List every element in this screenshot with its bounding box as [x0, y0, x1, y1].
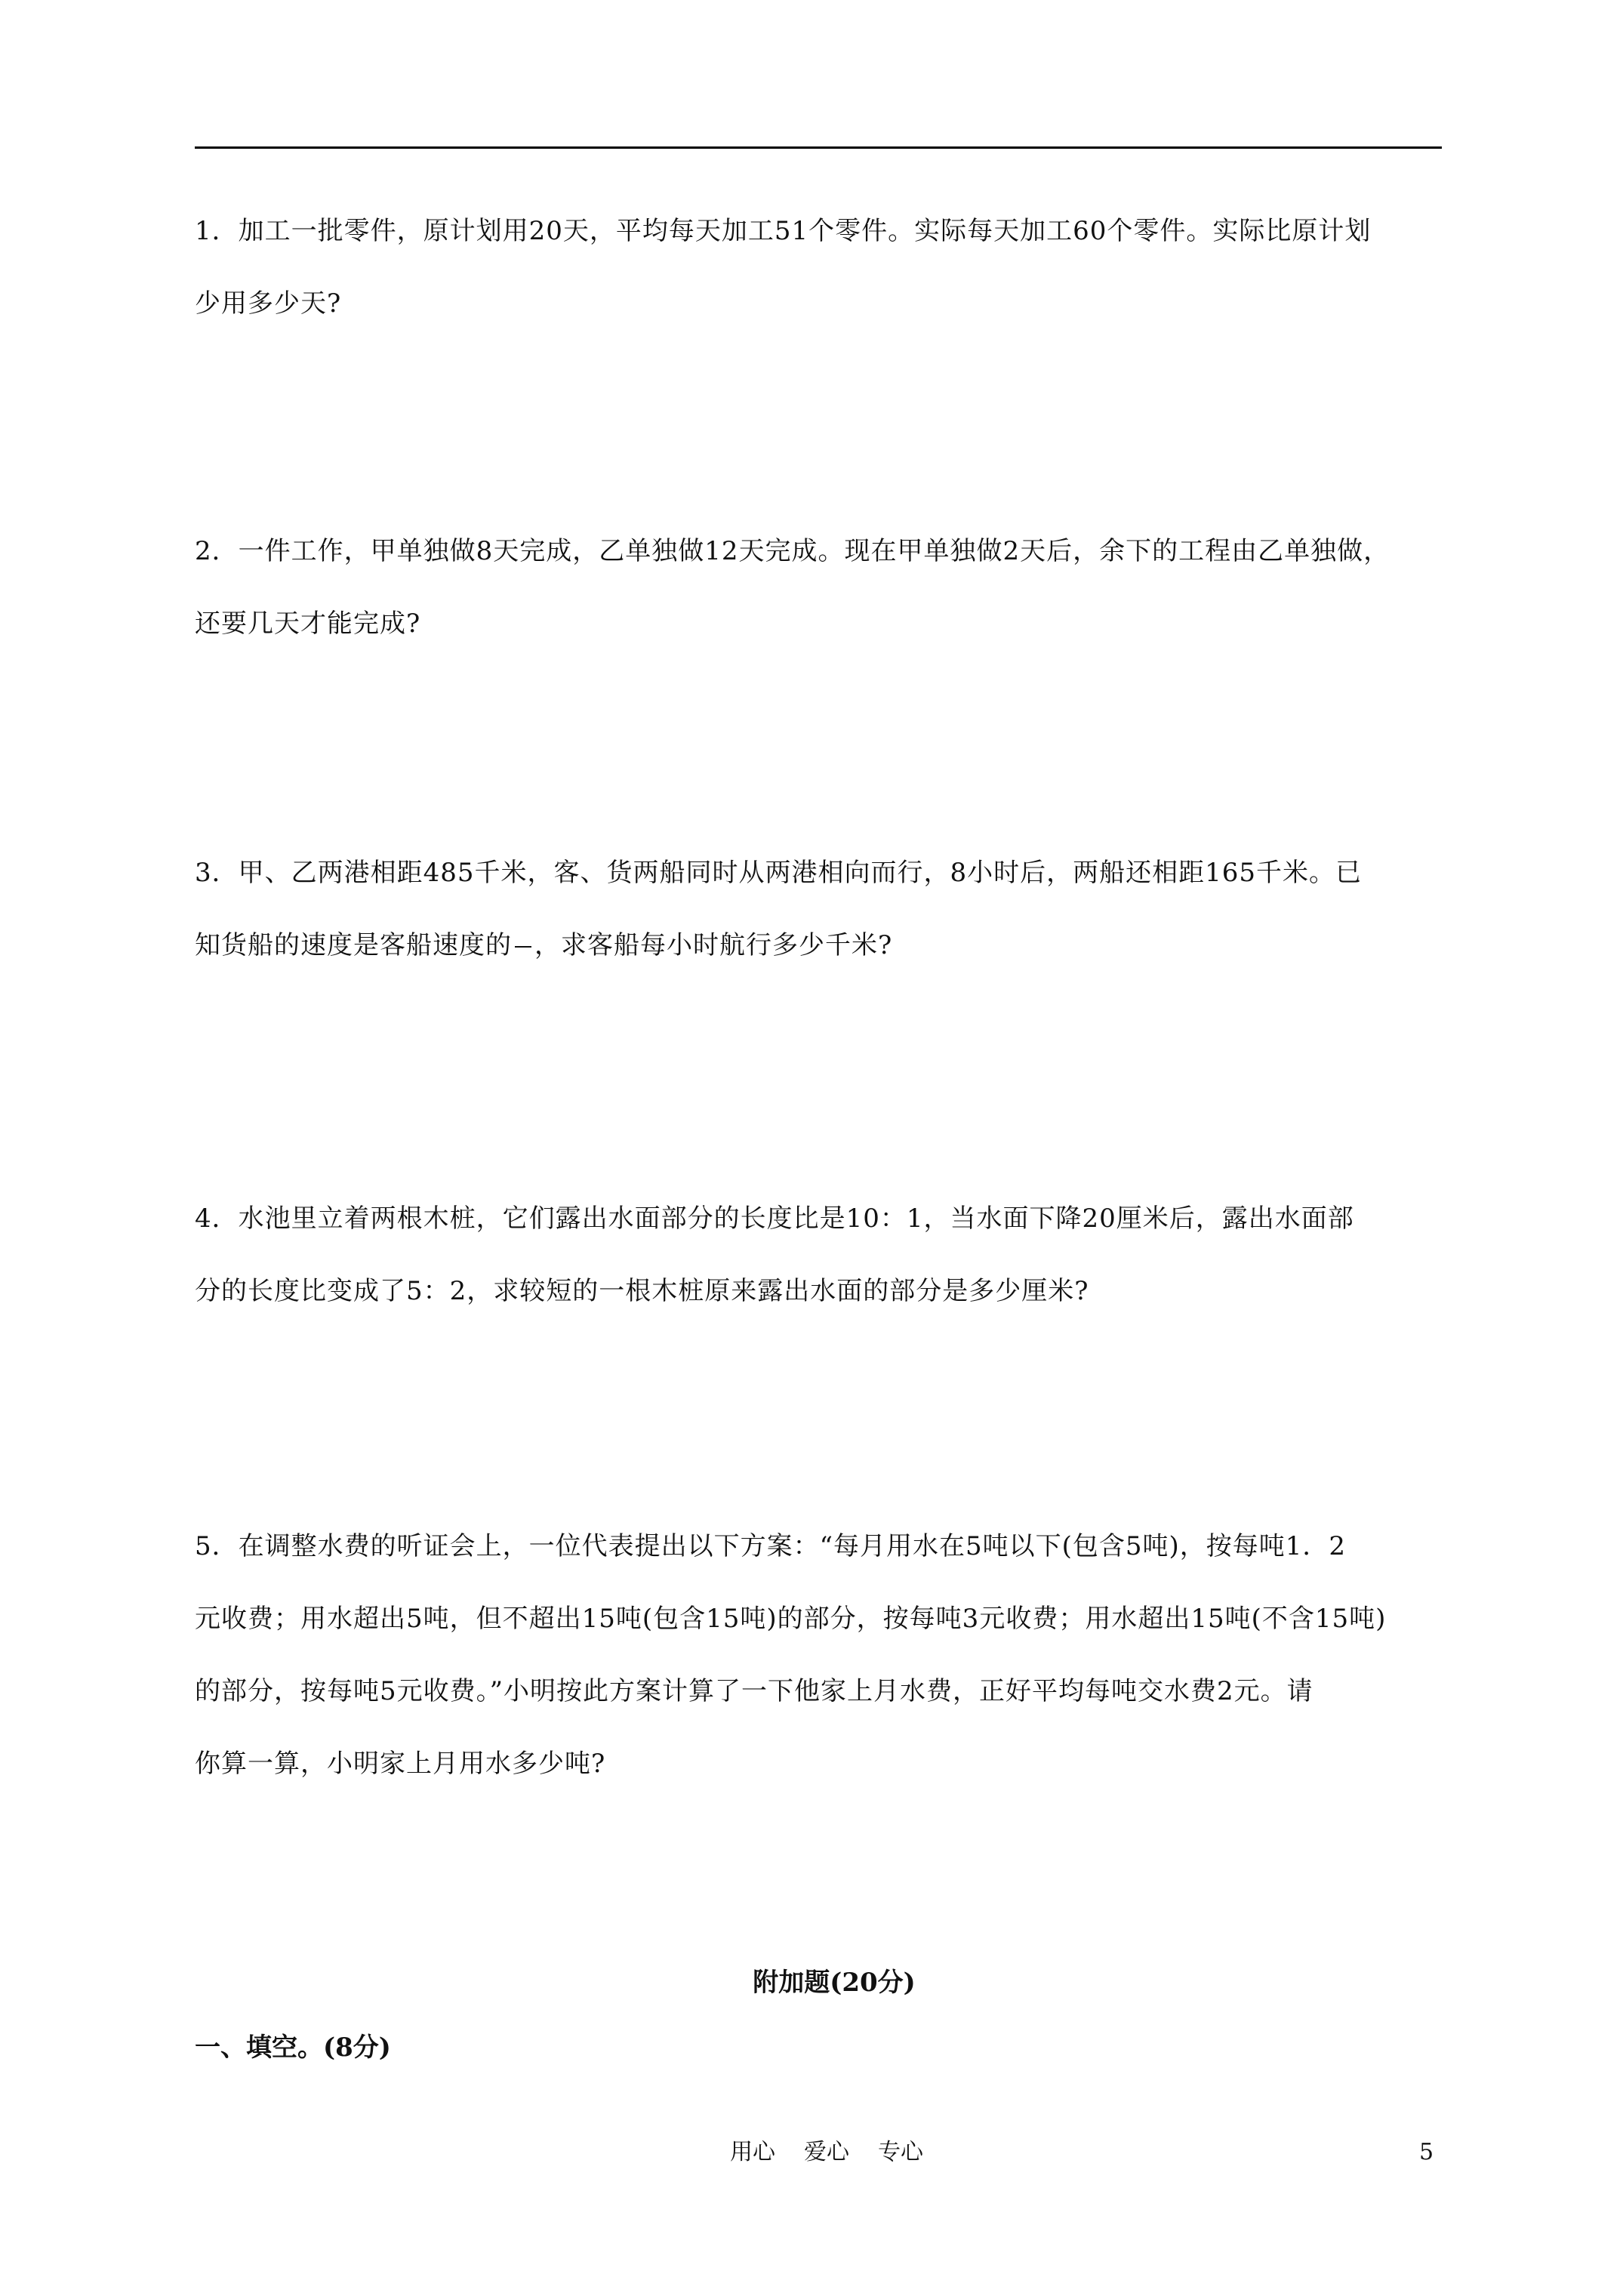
question-5-line-4: 你算一算，小明家上月用水多少吨? — [195, 1749, 606, 1779]
question-4 — [195, 1182, 1442, 1327]
footer-slogan-word-2: 爱心 — [804, 2139, 849, 2165]
question-5-line-2: 元收费；用水超出5吨，但不超出15吨(包含15吨)的部分，按每吨3元收费；用水超出15吨(不含15吨) — [195, 1604, 1387, 1634]
question-2-line-2: 还要几天才能完成? — [195, 609, 421, 639]
question-4-line-1: 4．水池里立着两根木桩，它们露出水面部分的长度比是10：1，当水面下降20厘米后，露出水面部 — [195, 1203, 1354, 1234]
question-5-line-1: 5．在调整水费的听证会上，一位代表提出以下方案：“每月用水在5吨以下(包含5吨)，按每吨1．2 — [195, 1531, 1347, 1561]
page-number: 5 — [1419, 2139, 1434, 2165]
question-3-line-2 — [195, 909, 1442, 982]
question-3 — [195, 837, 1442, 982]
header-rule — [195, 146, 1442, 149]
bonus-section-title: 附加题(20分) — [753, 1968, 916, 1998]
question-5 — [195, 1510, 1442, 1800]
question-1-line-2: 少用多少天? — [195, 288, 342, 319]
question-3-line-2-end: ，求客船每小时航行多少千米? — [534, 930, 893, 960]
footer-slogan-word-1: 用心 — [730, 2139, 775, 2165]
question-2 — [195, 515, 1442, 660]
question-1-line-1: 1．加工一批零件，原计划用20天，平均每天加工51个零件。实际每天加工60个零件。实际比原计划 — [195, 216, 1372, 246]
question-3-line-2-start: 知货船的速度是客船速度的 — [195, 930, 512, 960]
footer-slogan-word-3: 专心 — [878, 2139, 923, 2165]
footer-slogan — [0, 2134, 1623, 2171]
fill-in-section-title: 一、填空。(8分) — [195, 2032, 391, 2063]
question-2-line-1: 2．一件工作，甲单独做8天完成，乙单独做12天完成。现在甲单独做2天后，余下的工程由乙单独做， — [195, 536, 1390, 566]
question-1 — [195, 195, 1442, 340]
fraction-placeholder — [515, 946, 531, 948]
question-3-line-1: 3．甲、乙两港相距485千米，客、货两船同时从两港相向而行，8小时后，两船还相距165千米。已 — [195, 858, 1363, 888]
question-5-line-3: 的部分，按每吨5元收费。”小明按此方案计算了一下他家上月水费，正好平均每吨交水费2元。请 — [195, 1676, 1313, 1706]
question-4-line-2: 分的长度比变成了5：2，求较短的一根木桩原来露出水面的部分是多少厘米? — [195, 1276, 1089, 1306]
